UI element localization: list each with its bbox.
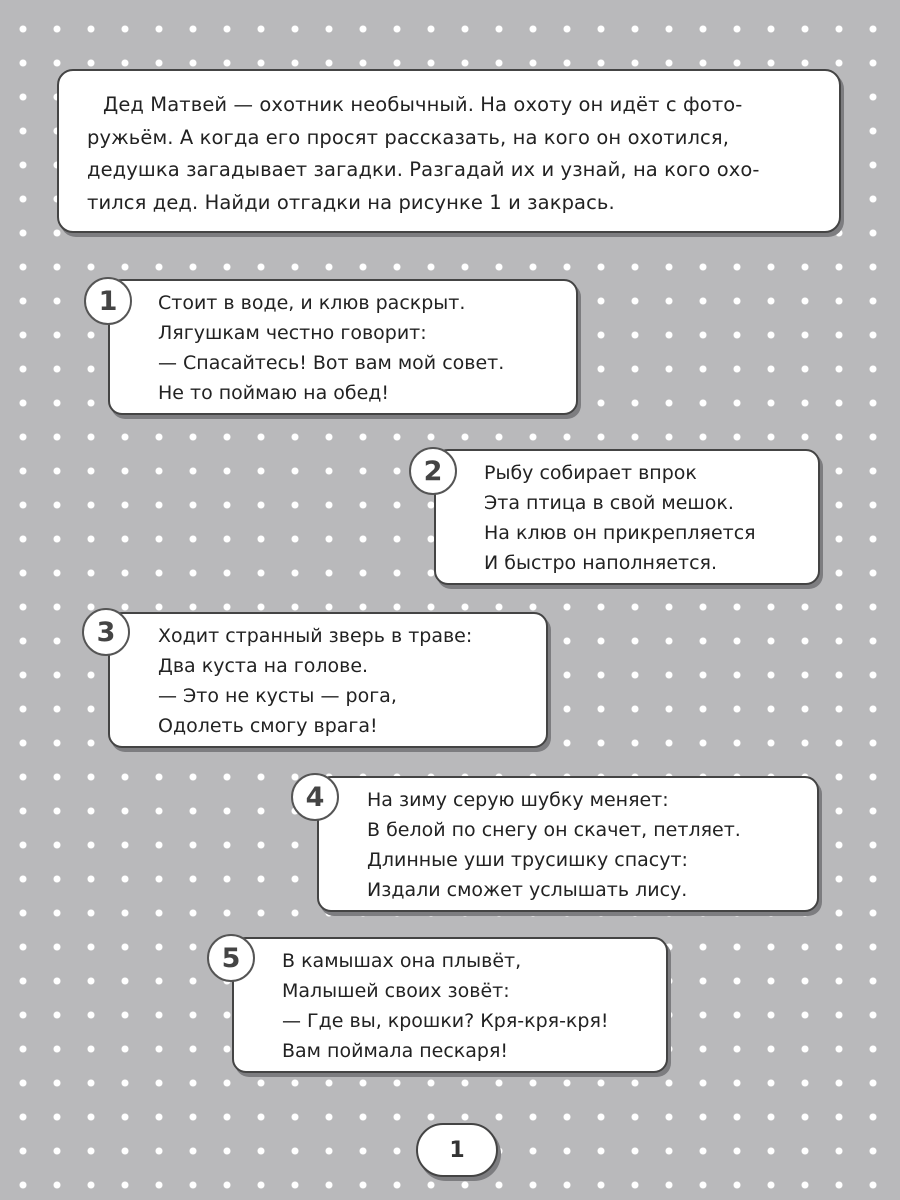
riddle-line: — Спасайтесь! Вот вам мой совет.	[158, 352, 505, 374]
page-number: 1	[416, 1123, 498, 1177]
intro-line: тился дед. Найди отгадки на рисунке 1 и закрась.	[87, 190, 615, 214]
intro-line: ружьём. А когда его просят рассказать, на кого он охотился,	[87, 125, 730, 149]
riddle-line: Два куста на голове.	[158, 655, 369, 677]
riddle-text	[282, 946, 609, 1066]
riddle-line: Ходит странный зверь в траве:	[158, 625, 473, 647]
riddle-line: В камышах она плывёт,	[282, 950, 522, 972]
riddle-line: Вам поймала пескаря!	[282, 1040, 509, 1062]
riddle-text	[158, 288, 504, 408]
intro-line: дедушка загадывает загадки. Разгадай их и узнай, на кого охо-	[87, 158, 760, 181]
riddle-text	[367, 785, 741, 905]
riddle-line: Лягушкам честно говорит:	[158, 322, 427, 344]
riddle-line: И быстро наполняется.	[484, 552, 717, 574]
intro-line: Дед Матвей — охотник необычный. На охоту он идёт с фото-	[103, 93, 743, 116]
riddle-line: Издали сможет услышать лису.	[367, 879, 688, 901]
riddle-text	[484, 458, 756, 578]
riddle-line: Не то поймаю на обед!	[158, 382, 390, 404]
riddle-line: В белой по снегу он скачет, петляет.	[367, 819, 741, 841]
riddle-number-badge: 5	[207, 934, 255, 982]
intro-text-box	[57, 69, 841, 233]
riddle-line: Эта птица в свой мешок.	[484, 492, 734, 514]
riddle-line: Малышей своих зовёт:	[282, 980, 510, 1002]
riddle-line: На зиму серую шубку меняет:	[367, 789, 669, 811]
riddle-number-badge: 1	[84, 277, 132, 325]
riddle-line: Длинные уши трусишку спасут:	[367, 849, 688, 871]
riddle-text	[158, 621, 472, 741]
riddle-number-badge: 2	[409, 447, 457, 495]
riddle-line: Стоит в воде, и клюв раскрыт.	[158, 292, 466, 314]
riddle-line: Рыбу собирает впрок	[484, 462, 697, 484]
riddle-line: Одолеть смогу врага!	[158, 715, 378, 737]
riddle-number-badge: 4	[291, 773, 339, 821]
riddle-line: — Где вы, крошки? Кря-кря-кря!	[282, 1010, 609, 1032]
riddle-line: На клюв он прикрепляется	[484, 522, 756, 544]
riddle-line: — Это не кусты — рога,	[158, 685, 397, 707]
riddle-number-badge: 3	[82, 608, 130, 656]
